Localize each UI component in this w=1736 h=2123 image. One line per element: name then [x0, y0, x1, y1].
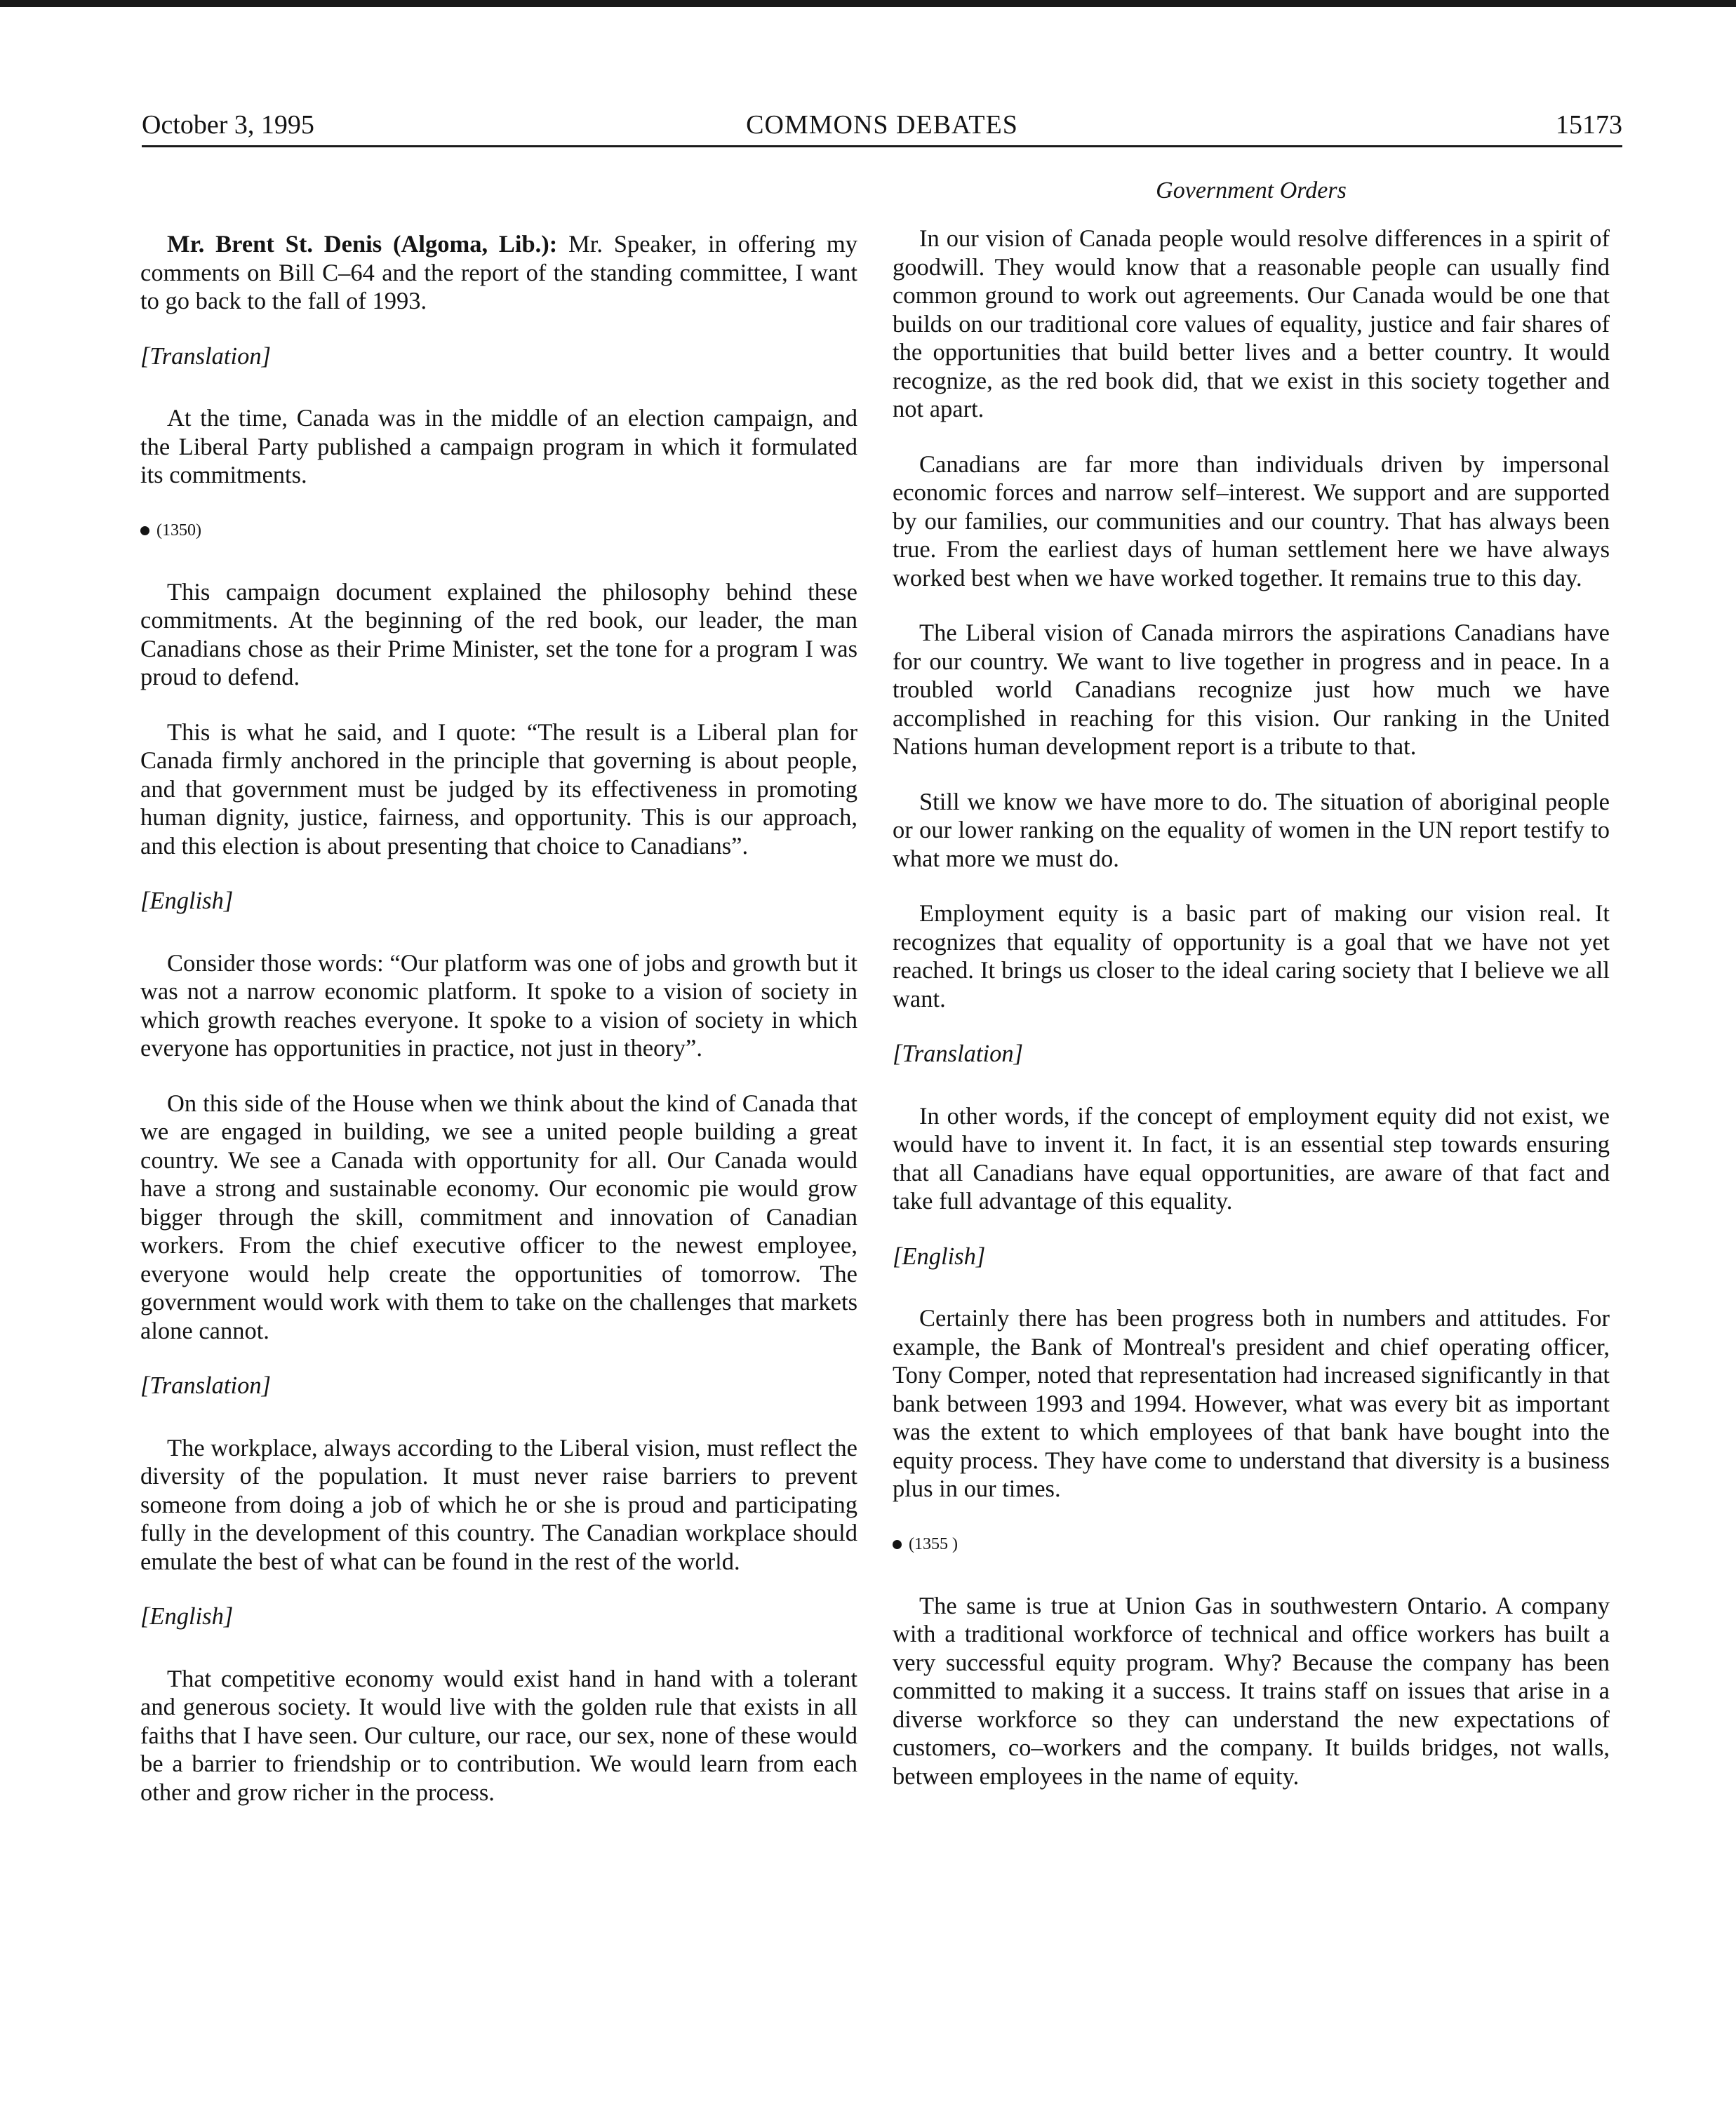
paragraph: Canadians are far more than individuals driven by impersonal economic forces and narrow self–interest. We support and are supported by our families, our communities and our country. That has always been true. From the earliest days of human settlement here we have always worked best when we have worked together. It remains true to this day. — [893, 450, 1610, 591]
language-tag: [English] — [140, 888, 234, 914]
bullet-icon — [893, 1540, 902, 1549]
paragraph: This is what he said, and I quote: “The result is a Liberal plan for Canada firmly anchored in the principle that governing is about people, and that government must be judged by its effectiveness in promoting human dignity, justice, fairness, and opportunity. This is our approach, and this election is about presenting that choice to Canadians”. — [140, 718, 857, 859]
paragraph: In our vision of Canada people would resolve differences in a spirit of goodwill. They would know that a reasonable people can usually find common ground to work out agreements. Our Canada would be one that builds on our traditional core values of equality, justice and fair shares of the opportunities that build better lives and a better country. It would recognize, as the red book did, that we exist in this society together and not apart. — [893, 225, 1610, 422]
language-tag: [English] — [893, 1243, 986, 1270]
paragraph: At the time, Canada was in the middle of an election campaign, and the Liberal Party published a campaign program in which it formulated its commitments. — [140, 405, 857, 488]
paragraph: Employment equity is a basic part of making our vision real. It recognizes that equality of opportunity is a goal that we have not yet reached. It brings us closer to the ideal caring society that I believe we all want. — [893, 900, 1610, 1012]
time-stamp — [140, 516, 857, 544]
paragraph: The same is true at Union Gas in southwestern Ontario. A company with a traditional workforce of technical and office workers has built a very successful equity program. Why? Because the company has been committed to making it a success. It trains staff on issues that arise in a diverse workforce so they can understand the new expectations of customers, co–workers and the company. It builds bridges, not walls, between employees in the name of equity. — [893, 1592, 1610, 1790]
left-column — [140, 161, 857, 1833]
header-rule — [142, 145, 1622, 147]
language-tag: [Translation] — [140, 342, 271, 370]
section-title: Government Orders — [1156, 178, 1347, 203]
language-tag: [Translation] — [893, 1040, 1023, 1067]
page-header — [142, 104, 1622, 146]
paragraph: Still we know we have more to do. The situation of aboriginal people or our lower ranking on the equality of women in the UN report testify to what more we must do. — [893, 788, 1610, 872]
time-stamp — [893, 1530, 1610, 1558]
publication-title: COMMONS DEBATES — [746, 110, 1018, 140]
paragraph: The Liberal vision of Canada mirrors the aspirations Canadians have for our country. We want to live together in progress and in peace. In a troubled world Canadians recognize just how much we have accomplished in reaching for this vision. Our ranking in the United Nations human development report is a tribute to that. — [893, 620, 1610, 760]
header-date: October 3, 1995 — [142, 110, 314, 140]
time-stamp-text: (1350) — [156, 521, 201, 540]
right-column — [893, 161, 1610, 1817]
page-number: 15173 — [1556, 110, 1622, 140]
bullet-icon — [140, 526, 149, 535]
paragraph — [140, 230, 857, 316]
scan-top-edge — [0, 0, 1736, 7]
time-stamp-text: (1355 ) — [909, 1534, 958, 1553]
paragraph: On this side of the House when we think about the kind of Canada that we are engaged in building, we see a united people building a great country. We see a Canada with opportunity for all. Our Canada would have a strong and sustainable economy. Our economic pie would grow bigger through the skill, commitment and innovation of Canadian workers. From the chief executive officer to the newest employee, everyone would help create the opportunities of tomorrow. The government would work with them to take on the challenges that markets alone cannot. — [140, 1090, 857, 1344]
paragraph: Consider those words: “Our platform was one of jobs and growth but it was not a narrow economic platform. It spoke to a vision of society in which growth reaches everyone. It spoke to a vision of society in which everyone has opportunities in practice, not just in theory”. — [140, 949, 857, 1062]
paragraph: Certainly there has been progress both in numbers and attitudes. For example, the Bank of Montreal's president and chief operating officer, Tony Comper, noted that representation had increased significantly in that bank between 1993 and 1994. However, what was every bit as important was the extent to which employees of that bank have bought into the equity process. They have come to understand that diversity is a business plus in our times. — [893, 1305, 1610, 1502]
paragraph: That competitive economy would exist hand in hand with a tolerant and generous society. It would live with the golden rule that exists in all faiths that I have seen. Our culture, our race, our sex, none of these would be a barrier to friendship or to contribution. We would learn from each other and grow richer in the process. — [140, 1665, 857, 1806]
speaker-name: Mr. Brent St. Denis (Algoma, Lib.): — [167, 231, 558, 257]
paragraph: In other words, if the concept of employment equity did not exist, we would have to invent it. In fact, it is an essential step towards ensuring that all Canadians have equal opportunities, are aware of that fact and take full advantage of this equality. — [893, 1102, 1610, 1214]
paragraph-text: Mr. Speaker, in offering my comments on Bill C–64 and the report of the standing committee, I want to go back to the fall of 1993. — [140, 231, 858, 314]
paragraph: The workplace, always according to the Liberal vision, must reflect the diversity of the population. It must never raise barriers to prevent someone from doing a job of which he or she is proud and participating fully in the development of this country. The Canadian workplace should emulate the best of what can be found in the rest of the world. — [140, 1434, 857, 1575]
language-tag: [English] — [140, 1603, 234, 1630]
language-tag: [Translation] — [140, 1372, 271, 1399]
paragraph: This campaign document explained the philosophy behind these commitments. At the beginning of the red book, our leader, the man Canadians chose as their Prime Minister, set the tone for a program I was proud to defend. — [140, 578, 857, 690]
